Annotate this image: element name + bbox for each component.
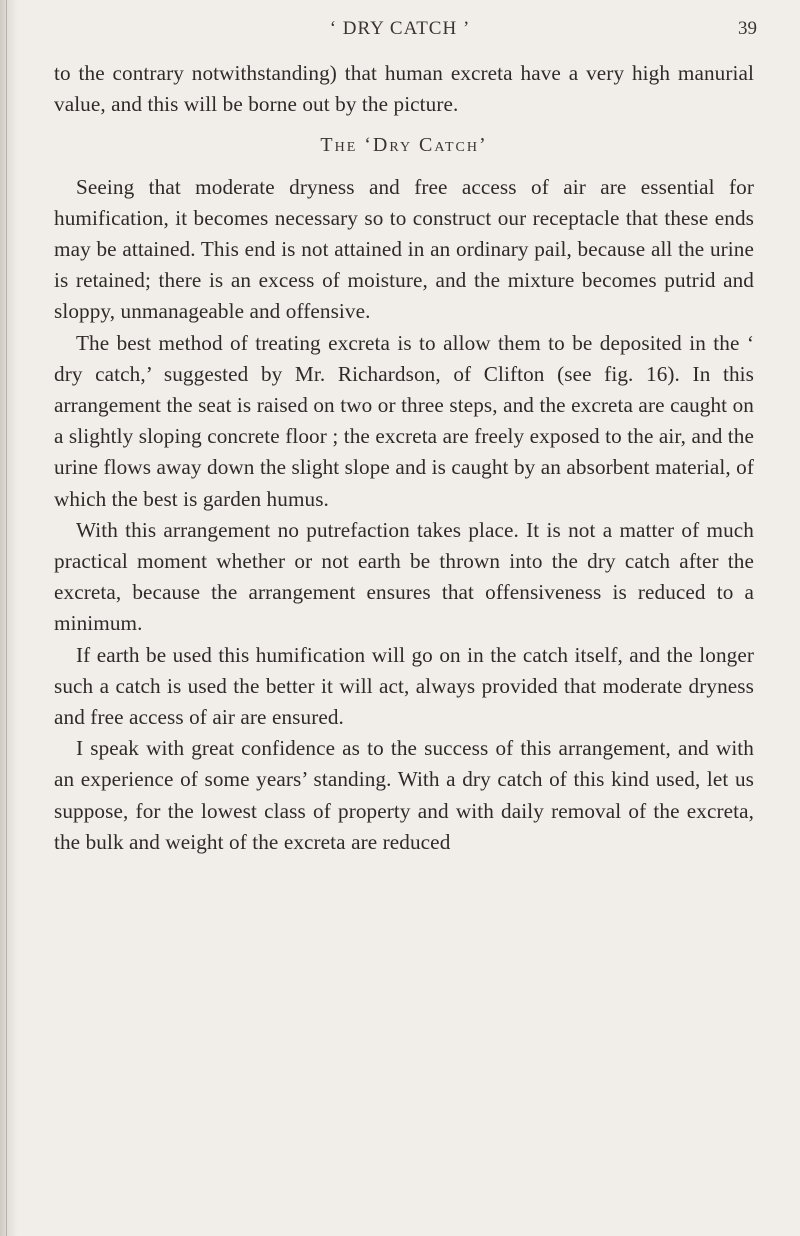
paragraph-4: With this arrangement no putrefaction takes place. It is not a matter of much practical moment whether or not earth be thrown into the dry catch after the excreta, because the arrangement ensures that offensiveness is reduced to a minimum. xyxy=(54,517,754,636)
paragraph-3: The best method of treating excreta is to allow them to be deposited in the ‘ dry catch,’ suggested by Mr. Richardson, of Clifton (see fig. 16). In this arrangement the seat is raised on two or three steps, and the excreta are caught on a slightly sloping concrete floor ; the excreta are freely exposed to the air, and the urine flows away down the slight slope and is caught by an absorbent material, of which the best is garden humus. xyxy=(54,330,754,511)
gutter-line xyxy=(6,0,7,1236)
paragraph-1: to the contrary notwithstanding) that human excreta have a very high manurial value, and this will be borne out by the picture. xyxy=(54,61,754,117)
gutter-shadow xyxy=(0,0,18,1236)
paragraph-5: If earth be used this humification will go on in the catch itself, and the longer such a catch is used the better it will act, always provided that moderate dryness and free access of air are ensured. xyxy=(54,642,754,730)
running-title: ‘ DRY CATCH ’ xyxy=(329,18,471,39)
paragraph-2: Seeing that moderate dryness and free access of air are essential for humification, it becomes necessary so to construct our receptacle that these ends may be attained. This end is not attained in an ordinary pail, because all the urine is retained; there is an excess of moisture, and the mixture becomes putrid and sloppy, unmanageable and offensive. xyxy=(54,174,754,324)
paragraph-6: I speak with great confidence as to the success of this arrangement, and with an experience of some years’ standing. With a dry catch of this kind used, let us suppose, for the lowest class of property and with daily removal of the excreta, the bulk and weight of the excreta are reduced xyxy=(54,736,754,854)
running-head xyxy=(0,10,800,46)
page-number: 39 xyxy=(738,18,757,39)
section-heading: The ‘Dry Catch’ xyxy=(320,134,488,157)
body-text xyxy=(54,58,754,858)
